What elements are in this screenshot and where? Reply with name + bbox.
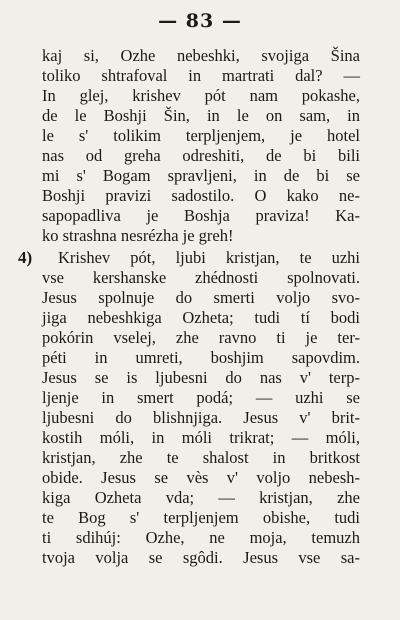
text-line: Jesus spolnuje do smerti voljo svo- [42,288,360,307]
text-line: Boshji pravizi sadostilo. O kako ne- [42,186,360,205]
text-line: pokórin vselej, zhe ravno ti je ter- [42,328,360,347]
text-line: le s' tolikim terpljenjem, je hotel [42,126,360,145]
text-line: Jesus se is ljubesni do nas v' terp- [42,368,360,387]
text-line: ljenje in smert podá; — uzhi se [42,388,360,407]
text-line: de le Boshji Šin, in le on sam, in [42,106,360,125]
text-line: obide. Jesus se vès v' voljo nebesh- [42,468,360,487]
text-line: vse kershanske zhédnosti spolnovati. [42,268,360,287]
text-line: jiga nebeshkiga Ozheta; tudi tí bodi [42,308,360,327]
text-line: péti in umreti, boshjim sapovdim. [42,348,360,367]
text-line: te Bog s' terpljenjem obishe, tudi [42,508,360,527]
text-line: nas od greha odreshiti, de bi bili [42,146,360,165]
text-line: ljubesni do blishnjiga. Jesus v' brit- [42,408,360,427]
text-line: tvoja volja se sgôdi. Jesus vse sa- [42,548,360,567]
text-line: Krishev pót, ljubi kristjan, te uzhi [58,248,360,267]
text-line: In glej, krishev pót nam pokashe, [42,86,360,105]
page-number: — 83 — [158,10,242,32]
text-line: sapopadliva je Boshja praviza! Ka- [42,206,360,225]
text-line: ko strashna nesrézha je greh! [42,226,234,245]
text-line: mi s' Bogam spravljeni, in de bi se [42,166,360,185]
text-line: ti sdihúj: Ozhe, ne moja, temuzh [42,528,360,547]
text-line: kostih móli, in móli trikrat; — móli, [42,428,360,447]
text-line: kiga Ozheta vda; — kristjan, zhe [42,488,360,507]
text-line: kaj si, Ozhe nebeshki, svojiga Šina [42,46,360,65]
text-line: kristjan, zhe te shalost in britkost [42,448,360,467]
text-line: toliko shtrafoval in martrati dal? — [42,66,360,85]
item-number: 4) [18,248,33,267]
